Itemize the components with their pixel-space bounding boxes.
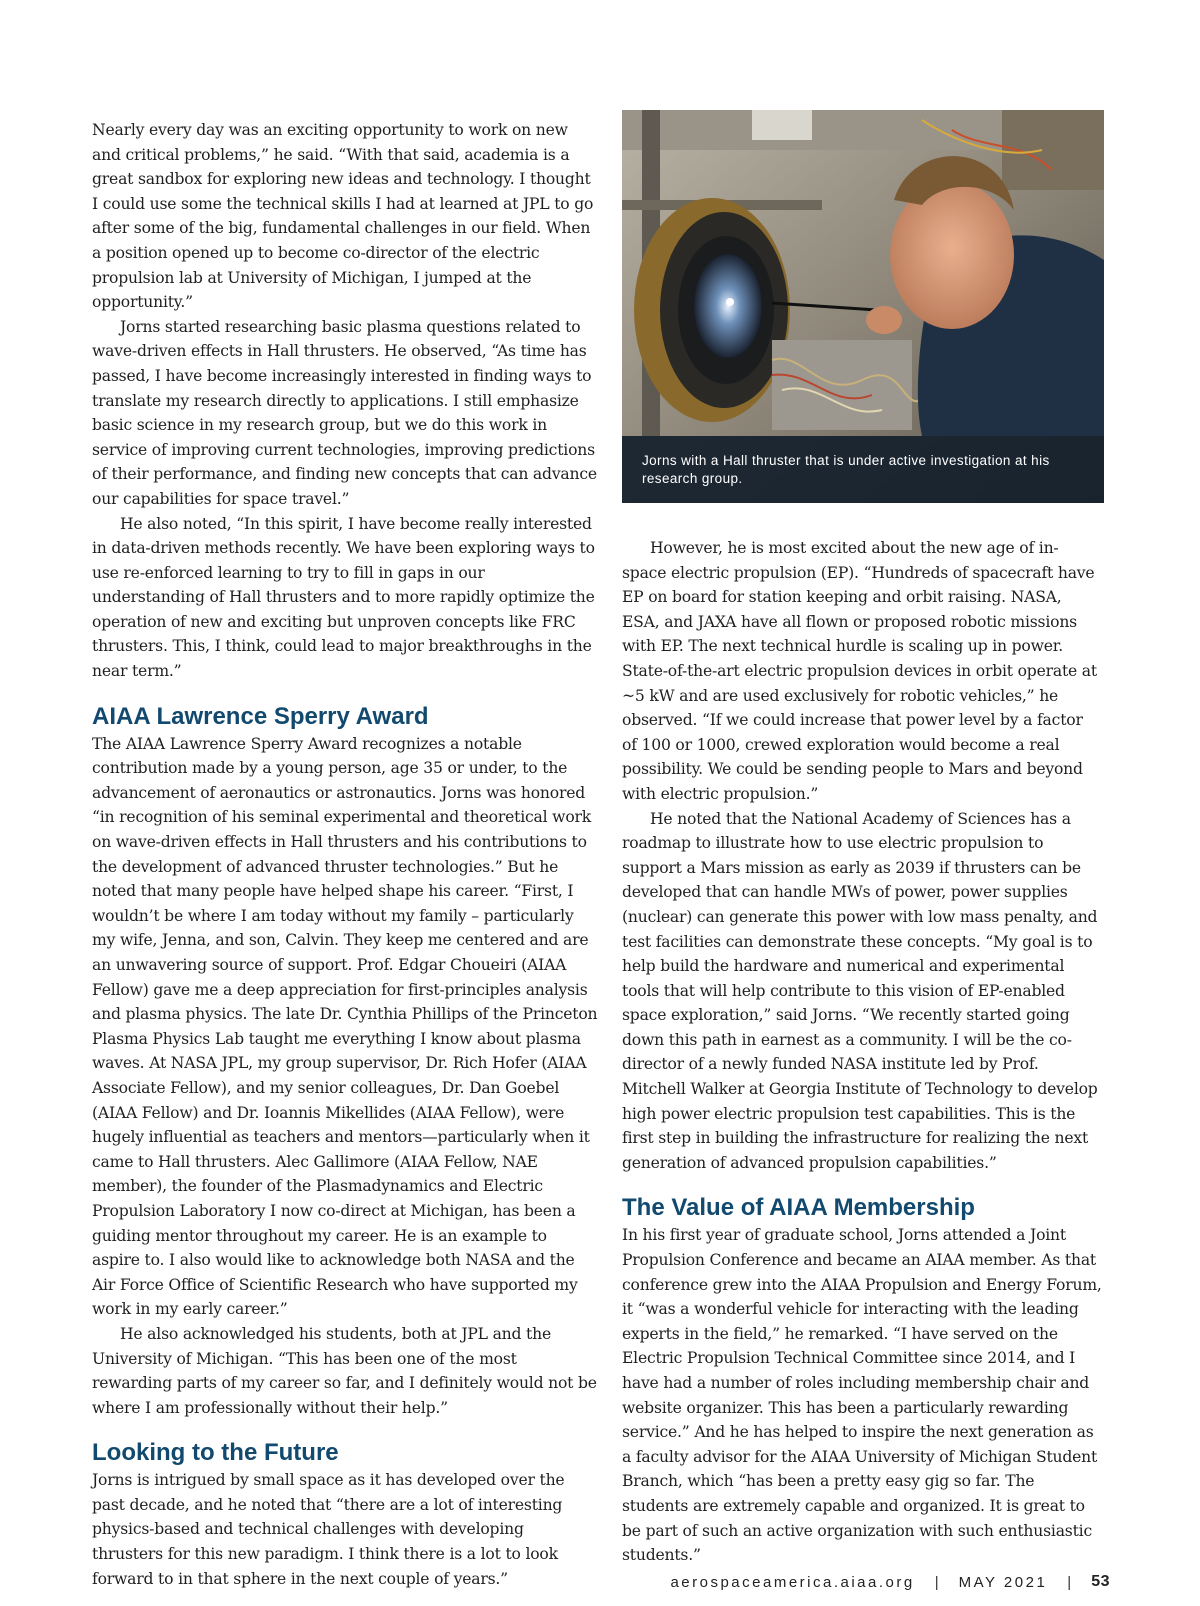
- body-paragraph: He noted that the National Academy of Sciences has a roadmap to illustrate how to use electric propulsion to support a Mars mission as early as 2039 if thrusters can be developed that can handle MWs of power, power supplies (nuclear) can generate this power with low mass penalty, and test facilities can demonstrate these concepts. “My goal is to help build the hardware and numerical and experimental tools that will help contribute to this vision of EP-enabled space exploration,” said Jorns. “We recently started going down this path in earnest as a community. I will be the co-director of a newly funded NASA institute led by Prof. Mitchell Walker at Georgia Institute of Technology to develop high power electric propulsion test capabilities. This is the first step in building the infrastructure for realizing the next generation of advanced propulsion capabilities.”: [622, 809, 1098, 1172]
- body-paragraph: He also acknowledged his students, both at JPL and the University of Michigan. “This has been one of the most rewarding parts of my career so far, and I definitely would not be where I am professionally without their help.”: [92, 1324, 597, 1417]
- article-photo: [622, 110, 1104, 503]
- right-column: [622, 536, 1102, 1568]
- body-paragraph: The AIAA Lawrence Sperry Award recognizes a notable contribution made by a young person, age 35 or under, to the advancement of aeronautics or astronautics. Jorns was honored “in recognition of his seminal experimental and theoretical work on wave-driven effects in Hall thrusters and his contributions to the development of advanced thruster technologies.” But he noted that many people have helped shape his career. “First, I wouldn’t be where I am today without my family – particularly my wife, Jenna, and son, Calvin. They keep me centered and are an unwavering source of support. Prof. Edgar Choueiri (AIAA Fellow) gave me a deep appreciation for first-principles analysis and plasma physics. The late Dr. Cynthia Phillips of the Princeton Plasma Physics Lab taught me everything I know about plasma waves. At NASA JPL, my group supervisor, Dr. Rich Hofer (AIAA Associate Fellow), and my senior colleagues, Dr. Dan Goebel (AIAA Fellow) and Dr. Ioannis Mikellides (AIAA Fellow), were hugely influential as teachers and mentors—particularly when it came to Hall thrusters. Alec Gallimore (AIAA Fellow, NAE member), the founder of the Plasmadynamics and Electric Propulsion Laboratory I now co-direct at Michigan, has been a guiding mentor throughout my career. He is an example to aspire to. I also would like to acknowledge both NASA and the Air Force Office of Scientific Research who have supported my work in my early career.”: [92, 734, 598, 1319]
- body-paragraph: He also noted, “In this spirit, I have become really interested in data-driven methods recently. We have been exploring ways to use re-enforced learning to try to fill in gaps in our understanding of Hall thrusters and to more rapidly optimize the operation of new and exciting but unproven concepts like FRC thrusters. This, I think, could lead to major breakthroughs in the near term.”: [92, 514, 595, 681]
- body-paragraph: In his first year of graduate school, Jorns attended a Joint Propulsion Conference and became an AIAA member. As that conference grew into the AIAA Propulsion and Energy Forum, it “was a wonderful vehicle for interacting with the leading experts in the field,” he remarked. “I have served on the Electric Propulsion Technical Committee since 2014, and I have had a number of roles including membership chair and website organizer. This has been a particularly rewarding service.” And he has helped to inspire the next generation as a faculty advisor for the AIAA University of Michigan Student Branch, which “has been a pretty easy gig so far. The students are extremely capable and organized. It is great to be part of such an active organization with such enthusiastic students.”: [622, 1226, 1102, 1565]
- body-paragraph: Nearly every day was an exciting opportunity to work on new and critical problems,” he said. “With that said, academia is a great sandbox for exploring new ideas and technology. I thought I could use some the technical skills I had at learned at JPL to go after some of the big, fundamental challenges in our field. When a position opened up to become co-director of the electric propulsion lab at University of Michigan, I jumped at the opportunity.”: [92, 121, 594, 312]
- footer-separator: |: [1067, 1573, 1072, 1591]
- page-number: 53: [1091, 1573, 1110, 1590]
- footer-separator: |: [934, 1573, 939, 1591]
- footer-site: aerospaceamerica.aiaa.org: [670, 1573, 915, 1591]
- body-paragraph: Jorns started researching basic plasma questions related to wave-driven effects in Hall thrusters. He observed, “As time has passed, I have become increasingly interested in finding ways to translate my research directly to applications. I still emphasize basic science in my research group, but we do this work in service of improving current technologies, improving predictions of their performance, and finding new concepts that can advance our capabilities for space travel.”: [92, 317, 597, 508]
- body-paragraph: However, he is most excited about the new age of in-space electric propulsion (EP). “Hundreds of spacecraft have EP on board for station keeping and orbit raising. NASA, ESA, and JAXA have all flown or proposed robotic missions with EP. The next technical hurdle is scaling up in power. State-of-the-art electric propulsion devices in orbit operate at ~5 kW and are used exclusively for robotic vehicles,” he observed. “If we could increase that power level by a factor of 100 or 1000, crewed exploration would become a real possibility. We could be sending people to Mars and beyond with electric propulsion.”: [622, 539, 1097, 803]
- section-heading: Looking to the Future: [92, 1439, 339, 1467]
- footer-issue: MAY 2021: [958, 1573, 1048, 1591]
- section-heading: AIAA Lawrence Sperry Award: [92, 702, 429, 730]
- section-heading: The Value of AIAA Membership: [622, 1194, 975, 1222]
- page-footer: [670, 1573, 1110, 1591]
- photo-caption: Jorns with a Hall thruster that is under active investigation at his research group.: [622, 436, 1104, 503]
- left-column: [92, 118, 598, 1591]
- body-paragraph: Jorns is intrigued by small space as it has developed over the past decade, and he noted that “there are a lot of interesting physics-based and technical challenges with developing thrusters for this new paradigm. I think there is a lot to look forward to in that sphere in the next couple of years.”: [92, 1471, 565, 1588]
